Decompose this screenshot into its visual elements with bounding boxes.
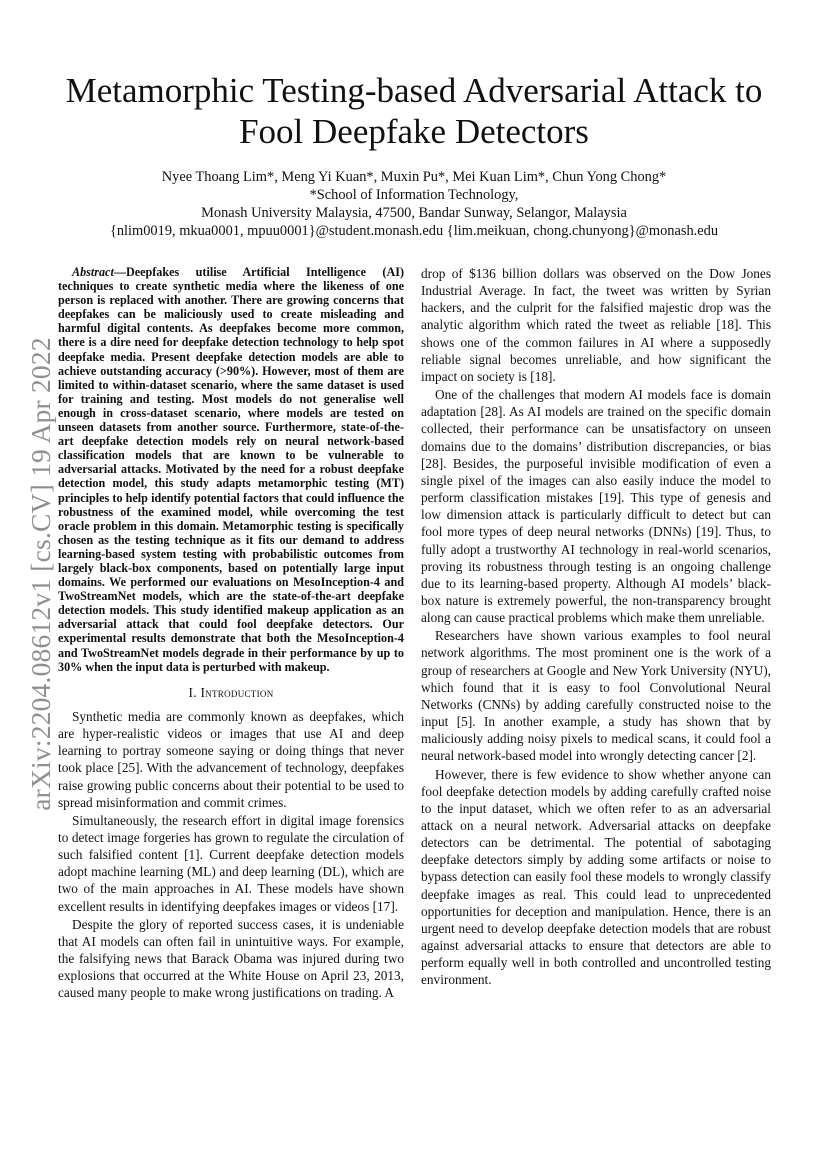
intro-paragraph-2: Simultaneously, the research effort in digital image forensics to detect image forgeries has grown to regulate the circulation of such falsified content [1]. Current deepfake detection models adopt machine learning (ML) and deep learning (DL), which are two of the main approaches in AI. These models have shown excellent results in identifying deepfakes images or videos [17]. bbox=[58, 812, 404, 914]
author-list: Nyee Thoang Lim*, Meng Yi Kuan*, Muxin Pu*, Mei Kuan Lim*, Chun Yong Chong* bbox=[161, 169, 667, 185]
paper-title bbox=[60, 70, 768, 152]
abstract-label: Abstract bbox=[72, 265, 114, 279]
author-block bbox=[60, 168, 768, 240]
author-emails: {nlim0019, mkua0001, mpuu0001}@student.monash.edu {lim.meikuan, chong.chunyong}@monash.edu bbox=[109, 223, 719, 239]
intro-paragraph-5: Researchers have shown various examples to fool neural network algorithms. The most prominent one is the work of a group of researchers at Google and New York University (NYU), which found that it is easy to fool Convolutional Neural Networks (CNNs) by adding carefully constructed noise to the input [5]. In another example, a study has shown that by maliciously adding noisy pixels to medical scans, it could fool a neural network-based model into wrongly detecting cancer [2]. bbox=[421, 628, 771, 764]
affiliation-line-2: Monash University Malaysia, 47500, Bandar Sunway, Selangor, Malaysia bbox=[201, 205, 627, 221]
affiliation-line-1: *School of Information Technology, bbox=[309, 187, 519, 203]
left-column bbox=[58, 265, 404, 1002]
intro-paragraph-6: However, there is few evidence to show whether anyone can fool deepfake detection models by adding carefully crafted noise to the input dataset, which we often refer to as an adversarial attack on a neural network. Adversarial attacks on deepfake detectors can be detrimental. The potential of sabotaging deepfake detectors simply by adding some artifacts or noise to bypass detection can easily fool these models to wrongly classify deepfake images as real. This could lead to unprecedented opportunities for deception and manipulation. Hence, there is an urgent need to develop deepfake detection models that are robust against adversarial attacks to ensure that detectors are able to perform equally well in both controlled and uncontrolled testing environment. bbox=[421, 766, 771, 988]
intro-paragraph-3: Despite the glory of reported success cases, it is undeniable that AI models can often fail in unintuitive ways. For example, the falsifying news that Barack Obama was injured during two explosions that occurred at the White House on April 23, 2013, caused many people to make wrong justifications on trading. A bbox=[58, 916, 404, 1001]
title-line-2: Fool Deepfake Detectors bbox=[239, 112, 589, 151]
abstract bbox=[58, 265, 404, 674]
arxiv-identifier-stamp bbox=[0, 0, 60, 1169]
abstract-text: —Deepfakes utilise Artificial Intelligence (AI) techniques to create synthetic media where the likeness of one person is replaced with another. There are growing concerns that deepfakes can be maliciously used to create misleading and harmful digital contents. As deepfakes become more common, there is a dire need for deepfake detection technology to help spot deepfake media. Present deepfake detection models are able to achieve outstanding accuracy (>90%). However, most of them are limited to within-dataset scenario, where the same dataset is used for training and testing. Most models do not generalise well enough in cross-dataset scenario, where models are tested on unseen datasets from another source. Furthermore, state-of-the-art deepfake detection models rely on neural network-based classification models that are known to be vulnerable to adversarial attacks. Motivated by the need for a robust deepfake detection model, this study adapts metamorphic testing (MT) principles to help identify potential factors that could influence the robustness of the examined model, while overcoming the test oracle problem in this domain. Metamorphic testing is specifically chosen as the testing technique as it fits our demand to address learning-based system testing with probabilistic outcomes from largely black-box components, based on potentially large input domains. We performed our evaluations on MesoInception-4 and TwoStreamNet models, which are the state-of-the-art deepfake detection models. This study identified makeup application as an adversarial attack that could fool deepfake detectors. Our experimental results demonstrate that both the MesoInception-4 and TwoStreamNet models degrade in their performance by up to 30% when the input data is perturbed with makeup. bbox=[58, 265, 404, 674]
intro-paragraph-4: One of the challenges that modern AI models face is domain adaptation [28]. As AI models are trained on the specific domain collected, their performance can be unsatisfactory on unseen domains due to the domains’ distribution discrepancies, or bias [28]. Besides, the purposeful invisible modification of even a single pixel of the images can also easily induce the model to perform classification mistakes [19]. This type of genesis and low dimension attack is particularly difficult to detect but can fool more types of deep neural networks (DNNs) [19]. Thus, to fully adopt a trustworthy AI technology in real-world scenarios, proving its robustness through testing is an ongoing challenge due to its learning-based property. Although AI models’ black-box nature is extremely powerful, the non-transparency brought along can cause practical problems which make them unreliable. bbox=[421, 387, 771, 626]
intro-paragraph-1: Synthetic media are commonly known as deepfakes, which are hyper-realistic videos or images that use AI and deep learning to portray someone saying or doing things that never took place [25]. With the advancement of technology, deepfakes raise growing public concerns about their potential to be used to spread misinformation and commit crimes. bbox=[58, 708, 404, 810]
title-line-1: Metamorphic Testing-based Adversarial Attack to bbox=[65, 71, 763, 110]
intro-paragraph-3-continued: drop of $136 billion dollars was observed on the Dow Jones Industrial Average. In fact, the tweet was written by Syrian hackers, and the culprit for the falsified majestic drop was the analytic algorithm which rated the tweet as reliable [18]. This shows one of the common failures in AI where a supposedly reliable signal becomes unreliable, and how significant the impact on society is [18]. bbox=[421, 266, 771, 384]
section-heading-introduction: I. Introduction bbox=[188, 684, 274, 700]
arxiv-identifier: arXiv:2204.08612v1 [cs.CV] 19 Apr 2022 bbox=[25, 337, 56, 811]
right-column bbox=[421, 265, 771, 989]
